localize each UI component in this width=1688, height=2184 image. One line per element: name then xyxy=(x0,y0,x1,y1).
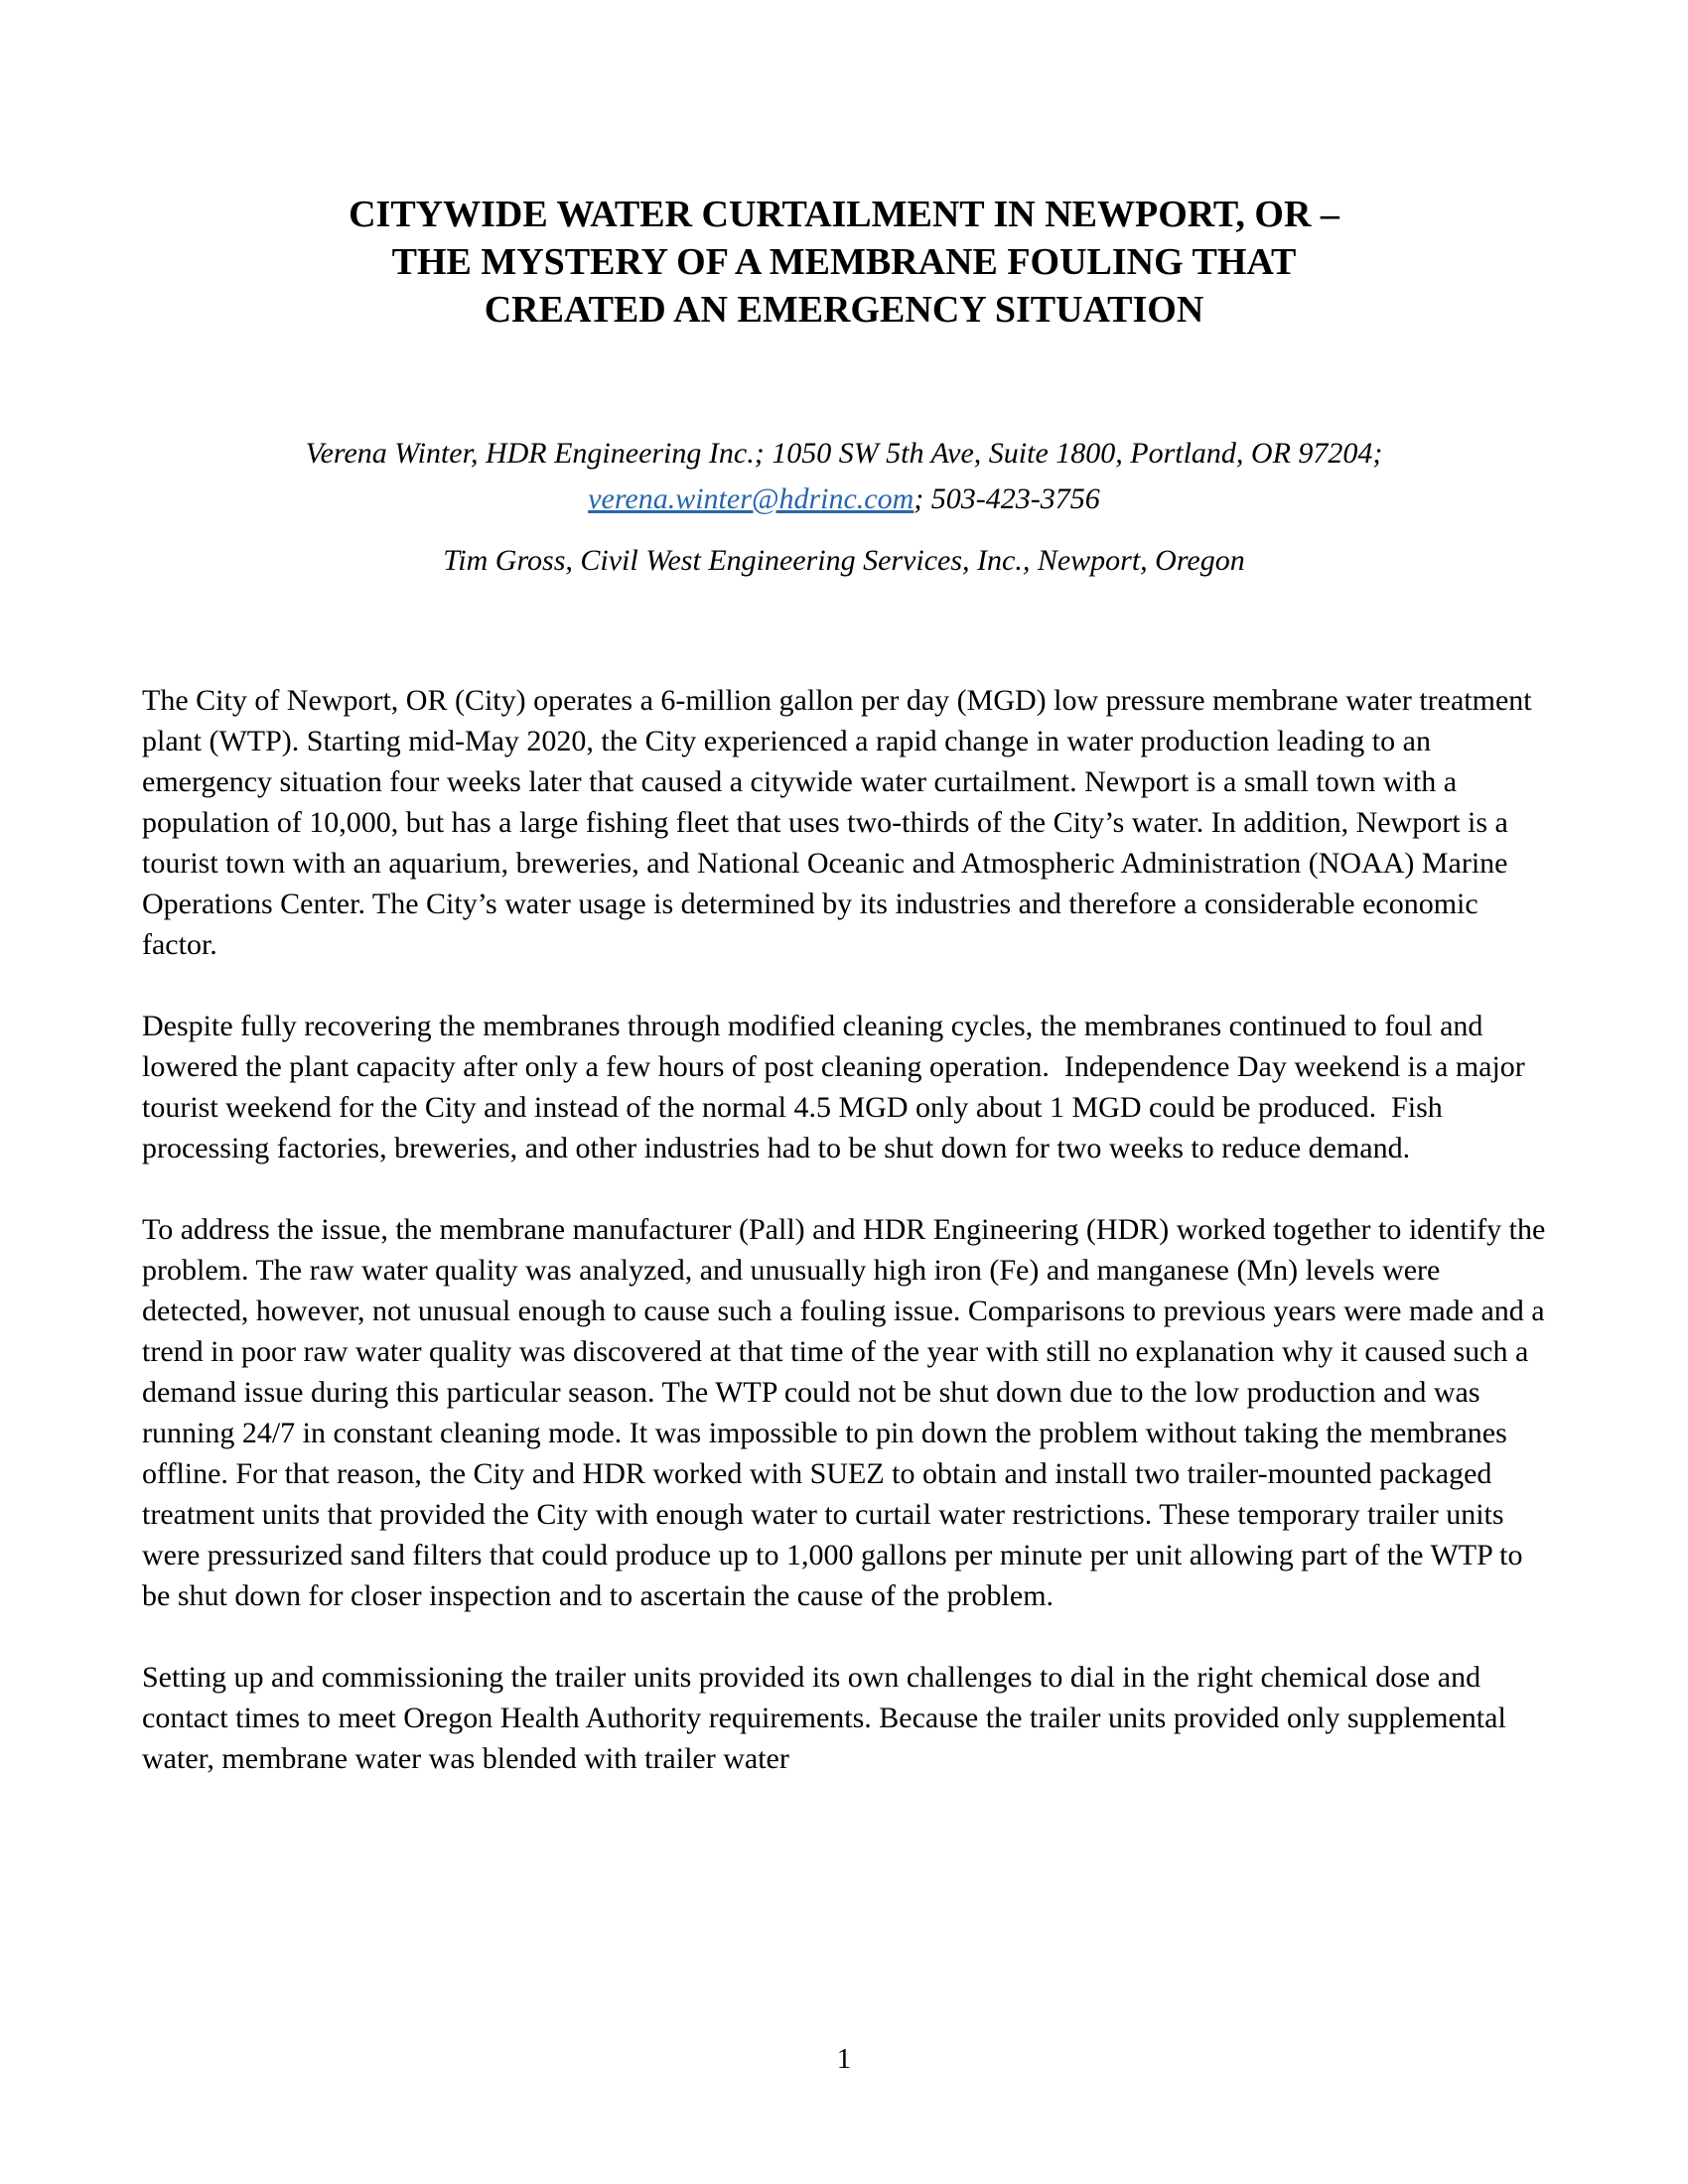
paper-title-line-3: CREATED AN EMERGENCY SITUATION xyxy=(484,289,1204,331)
body-text xyxy=(142,680,1552,1779)
author-block-2 xyxy=(0,538,1688,584)
author-1-contact-line xyxy=(0,477,1688,522)
body-paragraph: To address the issue, the membrane manufacturer (Pall) and HDR Engineering (HDR) worked together to identify the problem. The raw water quality was analyzed, and unusually high iron (Fe) and manganese (Mn) levels were detected, however, not unusual enough to cause such a fouling issue. Comparisons to previous years were made and a trend in poor raw water quality was discovered at that time of the year with still no explanation why it caused such a demand issue during this particular season. The WTP could not be shut down due to the low production and was running 24/7 in constant cleaning mode. It was impossible to pin down the problem without taking the membranes offline. For that reason, the City and HDR worked with SUEZ to obtain and install two trailer-mounted packaged treatment units that provided the City with enough water to curtail water restrictions. These temporary trailer units were pressurized sand filters that could produce up to 1,000 gallons per minute per unit allowing part of the WTP to be shut down for closer inspection and to ascertain the cause of the problem. xyxy=(142,1213,1553,1612)
page-number: 1 xyxy=(836,2043,852,2075)
body-paragraph: Setting up and commissioning the trailer units provided its own challenges to dial in the right chemical dose and contact times to meet Oregon Health Authority requirements. Because the trailer units provided only supplemental water, membrane water was blended with trailer water xyxy=(142,1661,1514,1775)
paper-title xyxy=(0,0,1688,334)
author-2-affiliation: Tim Gross, Civil West Engineering Services, Inc., Newport, Oregon xyxy=(443,544,1245,577)
author-1-email-link[interactable]: verena.winter@hdrinc.com xyxy=(588,482,914,515)
paper-title-line-2: THE MYSTERY OF A MEMBRANE FOULING THAT xyxy=(391,241,1297,283)
paper-title-line-1: CITYWIDE WATER CURTAILMENT IN NEWPORT, OR – xyxy=(349,194,1339,235)
author-block-1 xyxy=(0,431,1688,522)
body-paragraph: The City of Newport, OR (City) operates a 6-million gallon per day (MGD) low pressure membrane water treatment plant (WTP). Starting mid-May 2020, the City experienced a rapid change in water production leading to an emergency situation four weeks later that caused a citywide water curtailment. Newport is a small town with a population of 10,000, but has a large fishing fleet that uses two-thirds of the City’s water. In addition, Newport is a tourist town with an aquarium, breweries, and National Oceanic and Atmospheric Administration (NOAA) Marine Operations Center. The City’s water usage is determined by its industries and therefore a considerable economic factor. xyxy=(142,684,1540,961)
author-1-phone: ; 503-423-3756 xyxy=(914,482,1100,515)
author-1-affiliation: Verena Winter, HDR Engineering Inc.; 1050 SW 5th Ave, Suite 1800, Portland, OR 97204; xyxy=(305,437,1383,470)
body-paragraph: Despite fully recovering the membranes through modified cleaning cycles, the membranes continued to foul and lowered the plant capacity after only a few hours of post cleaning operation. Independence Day weekend is a major tourist weekend for the City and instead of the normal 4.5 MGD only about 1 MGD could be produced. Fish processing factories, breweries, and other industries had to be shut down for two weeks to reduce demand. xyxy=(142,1010,1533,1164)
